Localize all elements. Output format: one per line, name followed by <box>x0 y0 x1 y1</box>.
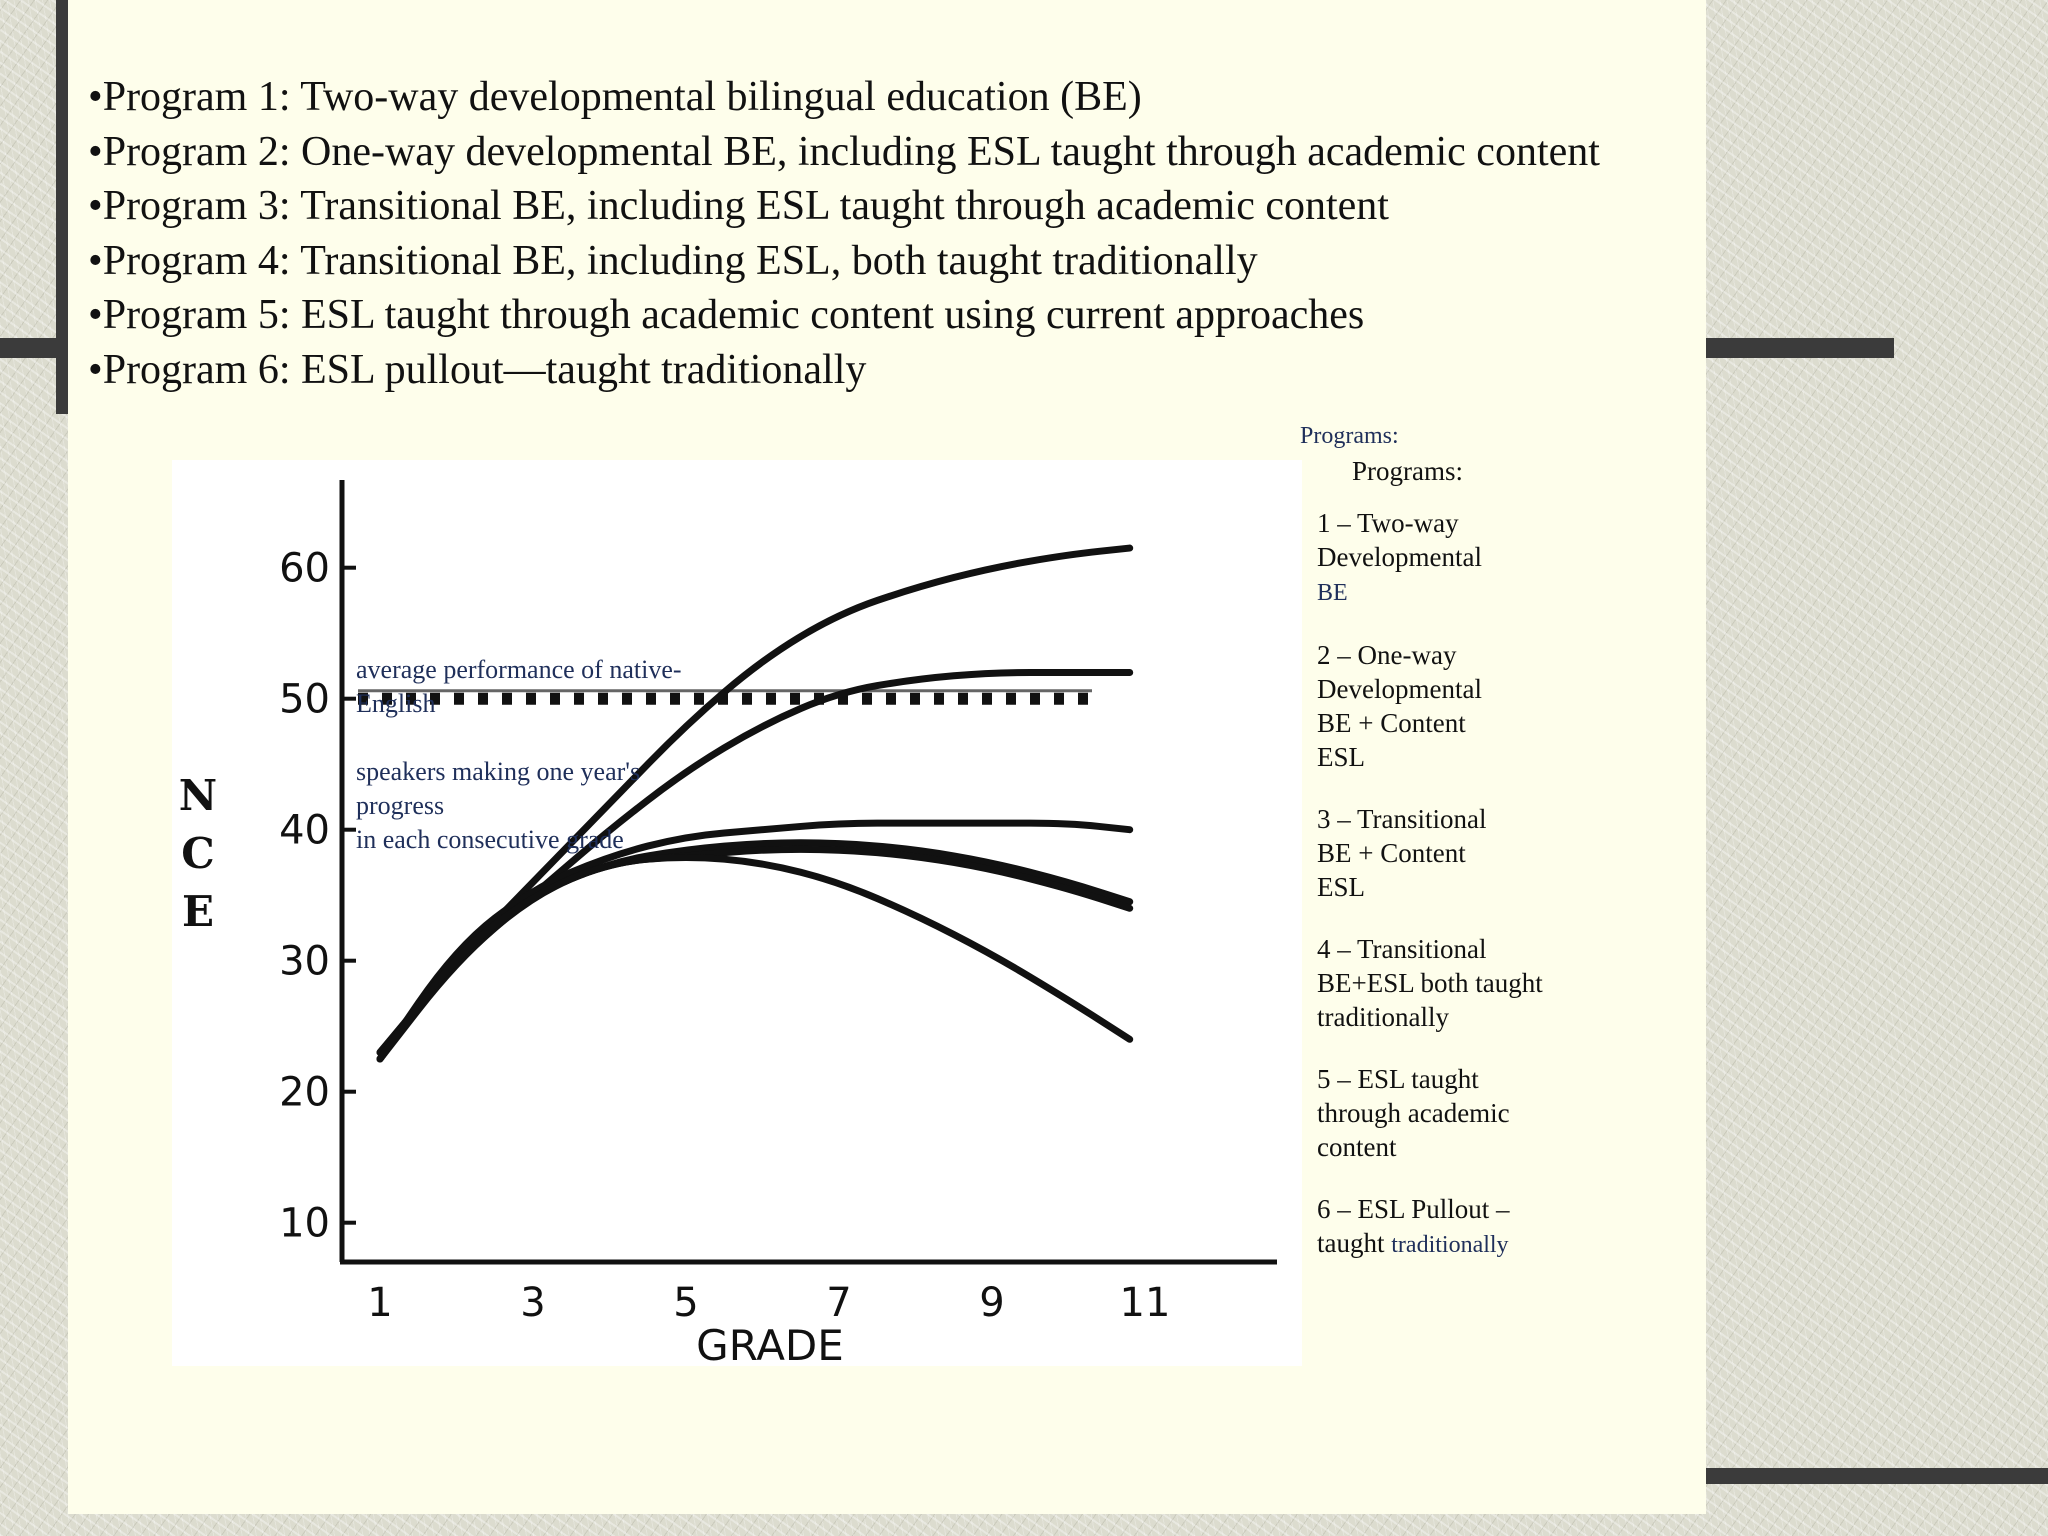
chart-panel <box>172 460 1302 1366</box>
y-tick-label: 40 <box>279 807 330 854</box>
legend-item-2 <box>1317 638 1607 774</box>
legend-item-5 <box>1317 1062 1607 1164</box>
legend-item-tail <box>1317 574 1607 610</box>
y-tick-label: 50 <box>279 676 330 723</box>
reference-annotation-line-2: English <box>356 689 436 718</box>
legend-item-line: 3 – Transitional <box>1317 804 1487 834</box>
legend-item-line: content <box>1317 1132 1397 1162</box>
y-tick-label: 10 <box>279 1200 330 1247</box>
y-tick-label: 30 <box>279 938 330 985</box>
legend-small-title: Programs: <box>1300 423 1399 449</box>
right-horizontal-bar <box>1706 338 1894 358</box>
reference-annotation-line-1: average performance of native- <box>356 655 682 684</box>
legend-item-line: Developmental <box>1317 542 1482 572</box>
y-tick-label: 20 <box>279 1069 330 1116</box>
reference-annotation-line-5: in each consecutive grade <box>356 825 624 854</box>
x-axis-label: GRADE <box>696 1321 844 1366</box>
legend-item-line: 6 – ESL Pullout – <box>1317 1194 1510 1224</box>
legend <box>1317 506 1607 1290</box>
y-tick-label: 60 <box>279 545 330 592</box>
legend-item-tail-text: BE <box>1317 580 1348 606</box>
x-tick-label: 3 <box>520 1280 546 1326</box>
x-tick-label: 1 <box>367 1280 393 1326</box>
legend-item-4 <box>1317 932 1607 1034</box>
series-line-program-5 <box>380 849 1130 1059</box>
reference-annotation-line-4: progress <box>356 791 445 820</box>
legend-item-line: BE+ESL both taught <box>1317 968 1543 998</box>
bullet-program-1: •Program 1: Two-way developmental bilingual education (BE) <box>88 74 1142 120</box>
legend-item-line: through academic <box>1317 1098 1510 1128</box>
legend-item-tail-prefix: taught <box>1317 1228 1392 1258</box>
legend-item-line: BE + Content <box>1317 838 1466 868</box>
legend-item-tail <box>1317 1226 1607 1262</box>
legend-item-line: ESL <box>1317 872 1366 902</box>
legend-item-1 <box>1317 506 1607 610</box>
y-axis-label-letter: N <box>178 771 218 820</box>
x-tick-label: 9 <box>979 1280 1005 1326</box>
legend-item-line: BE + Content <box>1317 708 1466 738</box>
legend-item-3 <box>1317 802 1607 904</box>
legend-item-line: ESL <box>1317 742 1366 772</box>
y-axis-label-letter: E <box>181 887 215 936</box>
left-horizontal-bar <box>0 338 70 358</box>
legend-item-line: 5 – ESL taught <box>1317 1064 1479 1094</box>
series-line-program-6 <box>380 858 1130 1059</box>
legend-title: Programs: <box>1352 456 1463 486</box>
bullet-program-5: •Program 5: ESL taught through academic content using current approaches <box>88 292 1365 338</box>
legend-item-6 <box>1317 1192 1607 1262</box>
x-tick-label: 11 <box>1119 1280 1171 1326</box>
legend-item-line: traditionally <box>1317 1002 1449 1032</box>
reference-annotation-line-3: speakers making one year's <box>356 757 641 786</box>
legend-item-tail-text: traditionally <box>1391 1232 1509 1258</box>
legend-item-line: Developmental <box>1317 674 1482 704</box>
x-tick-label: 5 <box>673 1280 699 1326</box>
legend-item-line: 1 – Two-way <box>1317 508 1459 538</box>
reference-annotation <box>356 653 682 857</box>
x-tick-label: 7 <box>826 1280 852 1326</box>
y-axis-label-letter: C <box>181 829 215 878</box>
bullet-program-6: •Program 6: ESL pullout—taught traditionally <box>88 346 867 393</box>
bullet-program-3: •Program 3: Transitional BE, including ESL taught through academic content <box>88 183 1389 229</box>
program-bullet-list <box>88 70 1608 397</box>
bullet-program-4: •Program 4: Transitional BE, including ESL, both taught traditionally <box>88 237 1258 284</box>
legend-item-line: 2 – One-way <box>1317 640 1457 670</box>
bullet-program-2: •Program 2: One-way developmental BE, including ESL taught through academic content <box>88 128 1600 175</box>
series-line-program-3 <box>380 823 1130 1059</box>
right-bottom-bar <box>1706 1468 2048 1484</box>
legend-item-line: 4 – Transitional <box>1317 934 1487 964</box>
nce-line-chart <box>172 460 1302 1366</box>
